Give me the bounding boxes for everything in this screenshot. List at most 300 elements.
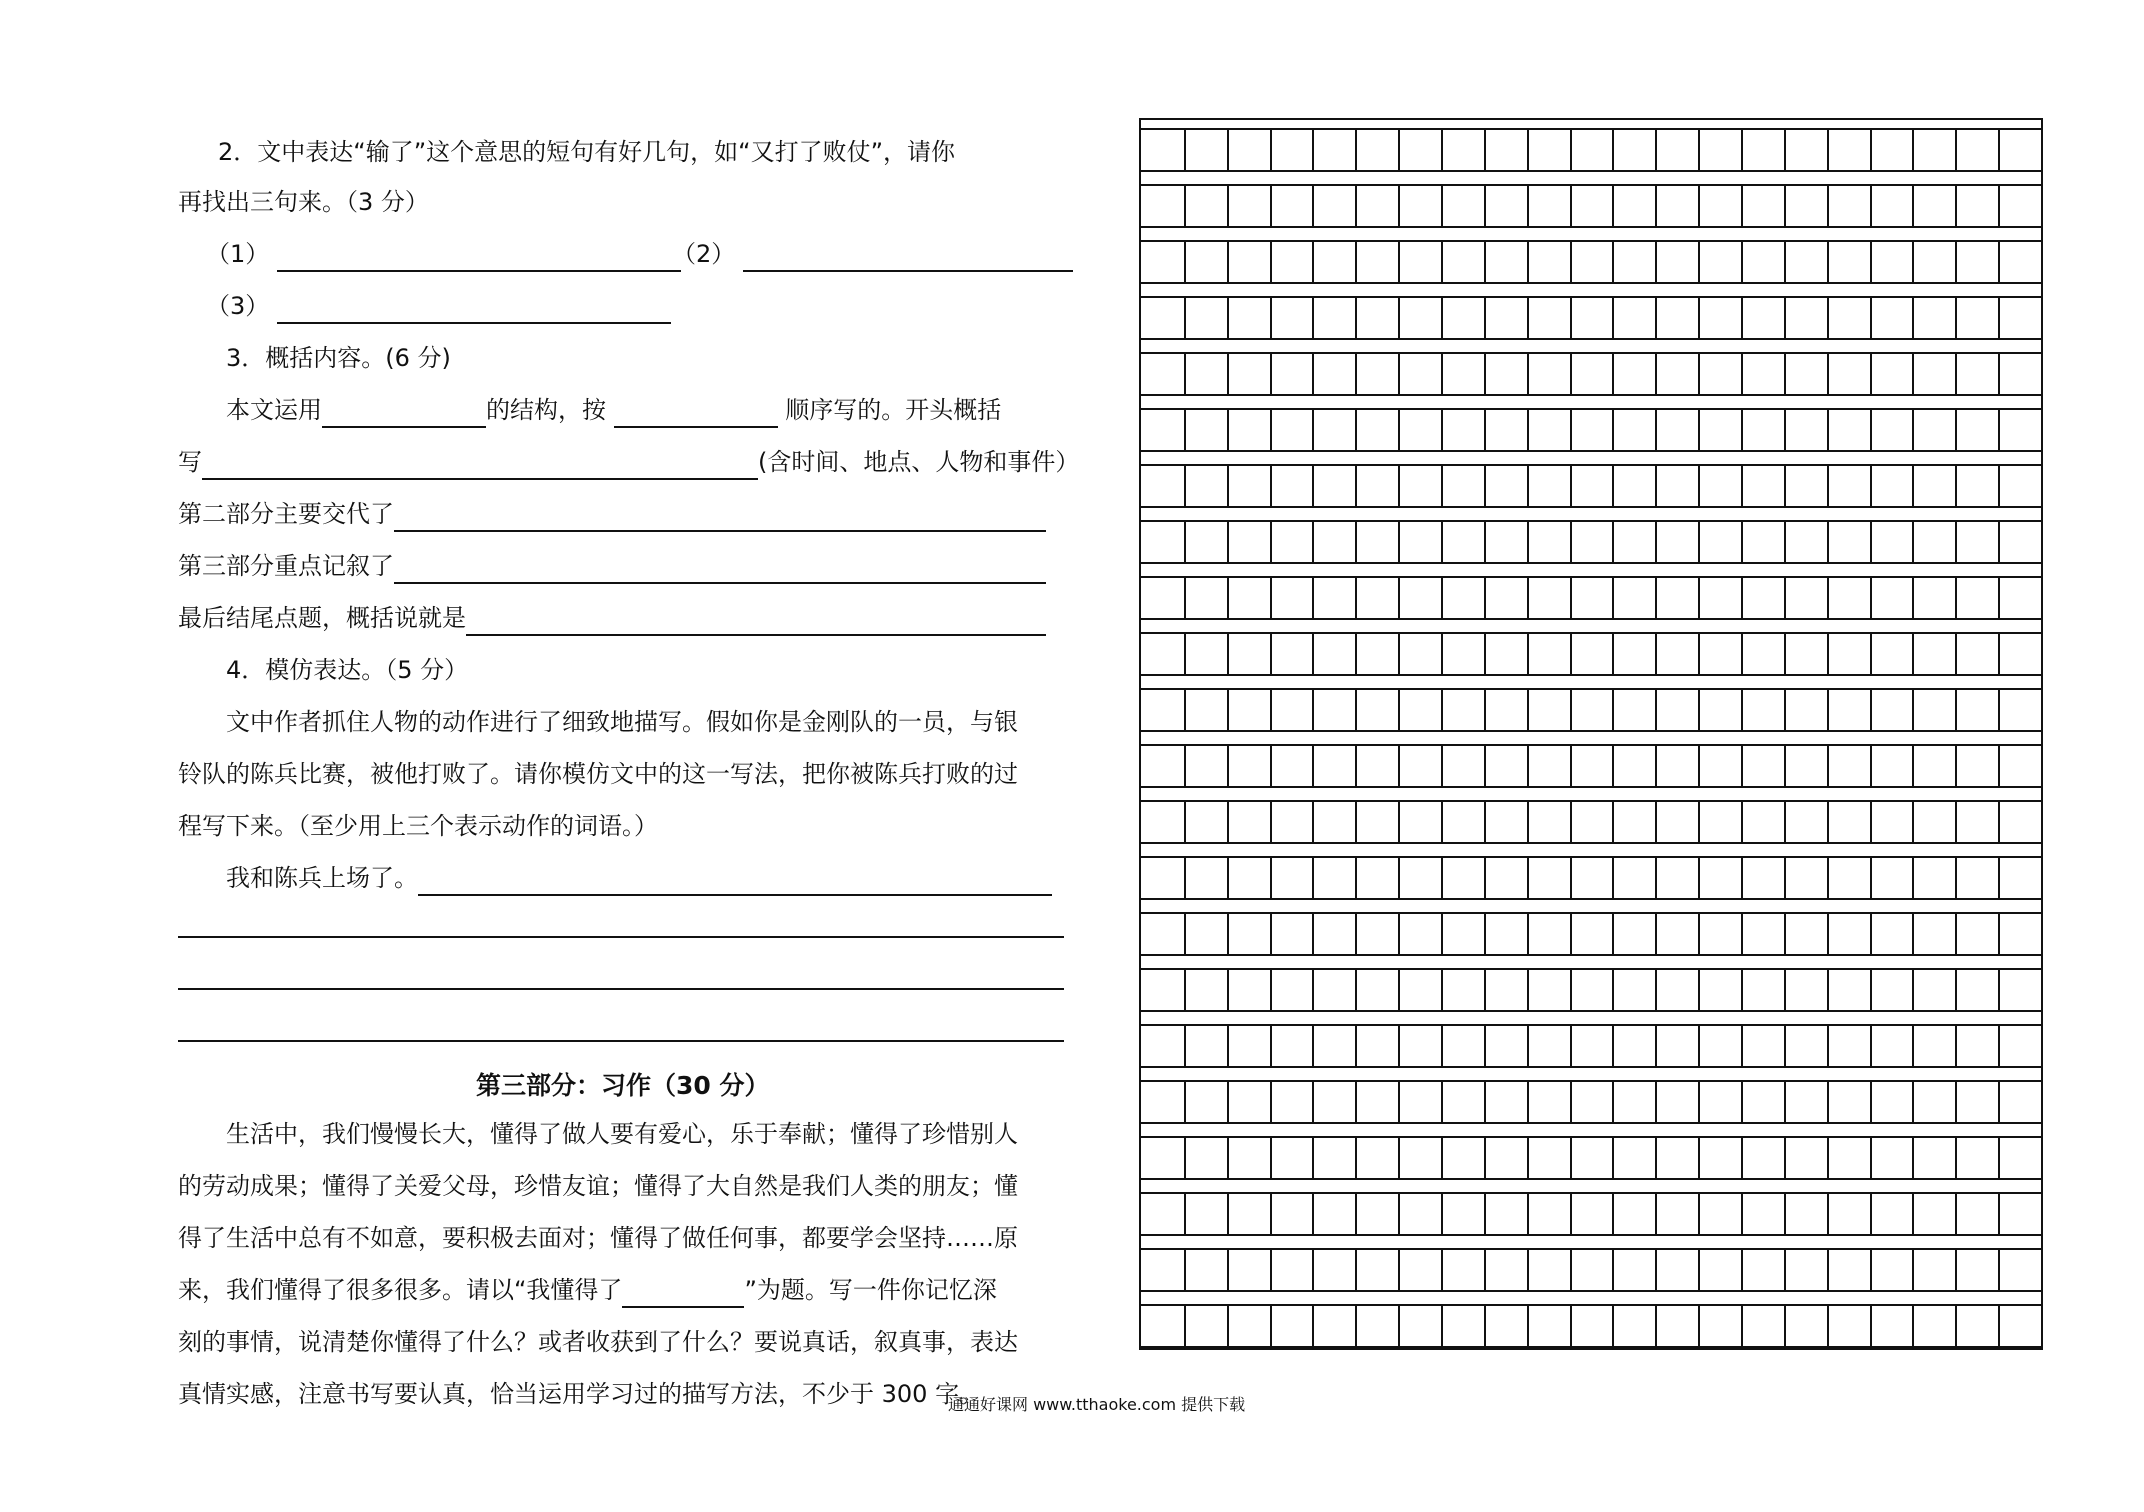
grid-cell-divider [1184, 1250, 1186, 1290]
grid-cell-divider [1784, 746, 1786, 786]
grid-cell-divider [1955, 970, 1957, 1010]
grid-cell-divider [1570, 970, 1572, 1010]
grid-cell-divider [1484, 970, 1486, 1010]
grid-cell-divider [1398, 970, 1400, 1010]
composition-grid[interactable] [1139, 118, 2043, 1350]
grid-cell-divider [1870, 298, 1872, 338]
grid-row [1141, 520, 2041, 564]
answer-blank[interactable] [202, 452, 758, 480]
grid-cell-divider [1998, 298, 2000, 338]
grid-cell-divider [1312, 970, 1314, 1010]
grid-cell-divider [1484, 858, 1486, 898]
grid-cell-divider [1312, 746, 1314, 786]
grid-cell-divider [1398, 466, 1400, 506]
grid-cell-divider [1870, 522, 1872, 562]
grid-cell-divider [1355, 242, 1357, 282]
grid-cell-divider [1741, 634, 1743, 674]
grid-cell-divider [1998, 130, 2000, 170]
grid-cell-divider [1698, 1194, 1700, 1234]
grid-cell-divider [1698, 802, 1700, 842]
grid-row [1141, 1080, 2041, 1124]
q3-text: 第二部分主要交代了 [178, 500, 394, 528]
grid-cell-divider [1184, 242, 1186, 282]
grid-cell-divider [1741, 578, 1743, 618]
grid-cell-divider [1698, 186, 1700, 226]
grid-cell-divider [1441, 1306, 1443, 1346]
grid-cell-divider [1784, 690, 1786, 730]
grid-cell-divider [1441, 1194, 1443, 1234]
grid-cell-divider [1955, 298, 1957, 338]
grid-cell-divider [1955, 1194, 1957, 1234]
grid-cell-divider [1912, 130, 1914, 170]
grid-cell-divider [1312, 914, 1314, 954]
grid-cell-divider [1184, 354, 1186, 394]
q3-line4 [178, 548, 1046, 584]
grid-cell-divider [1398, 858, 1400, 898]
grid-cell-divider [1612, 578, 1614, 618]
grid-cell-divider [1227, 242, 1229, 282]
grid-cell-divider [1227, 186, 1229, 226]
grid-cell-divider [1441, 858, 1443, 898]
grid-cell-divider [1484, 466, 1486, 506]
grid-cell-divider [1784, 242, 1786, 282]
grid-cell-divider [1312, 410, 1314, 450]
part3-line6: 真情实感，注意书写要认真，恰当运用学习过的描写方法，不少于 300 字。 [178, 1380, 984, 1408]
grid-cell-divider [1955, 242, 1957, 282]
grid-cell-divider [1227, 578, 1229, 618]
grid-cell-divider [1441, 522, 1443, 562]
grid-cell-divider [1227, 1194, 1229, 1234]
grid-cell-divider [1527, 970, 1529, 1010]
grid-cell-divider [1270, 1082, 1272, 1122]
grid-cell-divider [1827, 186, 1829, 226]
grid-cell-divider [1398, 1194, 1400, 1234]
grid-cell-divider [1655, 298, 1657, 338]
grid-cell-divider [1655, 1138, 1657, 1178]
grid-cell-divider [1784, 466, 1786, 506]
grid-cell-divider [1955, 466, 1957, 506]
grid-cell-divider [1912, 970, 1914, 1010]
grid-cell-divider [1698, 1026, 1700, 1066]
grid-cell-divider [1527, 1194, 1529, 1234]
grid-cell-divider [1441, 1138, 1443, 1178]
title-blank[interactable] [622, 1280, 744, 1308]
grid-cell-divider [1827, 410, 1829, 450]
grid-cell-divider [1741, 410, 1743, 450]
grid-cell-divider [1355, 1138, 1357, 1178]
grid-cell-divider [1570, 858, 1572, 898]
grid-cell-divider [1398, 1250, 1400, 1290]
grid-cell-divider [1184, 410, 1186, 450]
grid-cell-divider [1998, 690, 2000, 730]
grid-cell-divider [1655, 354, 1657, 394]
grid-cell-divider [1270, 354, 1272, 394]
grid-cell-divider [1870, 1026, 1872, 1066]
grid-cell-divider [1741, 130, 1743, 170]
grid-cell-divider [1698, 1138, 1700, 1178]
grid-cell-divider [1912, 914, 1914, 954]
grid-cell-divider [1355, 914, 1357, 954]
grid-cell-divider [1655, 1250, 1657, 1290]
grid-cell-divider [1784, 1194, 1786, 1234]
grid-cell-divider [1484, 802, 1486, 842]
grid-cell-divider [1955, 802, 1957, 842]
grid-cell-divider [1355, 1026, 1357, 1066]
grid-row [1141, 800, 2041, 844]
grid-cell-divider [1998, 914, 2000, 954]
grid-cell-divider [1784, 578, 1786, 618]
grid-cell-divider [1227, 410, 1229, 450]
grid-cell-divider [1827, 858, 1829, 898]
grid-cell-divider [1355, 298, 1357, 338]
grid-cell-divider [1484, 1306, 1486, 1346]
grid-cell-divider [1784, 1138, 1786, 1178]
grid-cell-divider [1270, 1306, 1272, 1346]
answer-blank[interactable] [394, 556, 1046, 584]
grid-cell-divider [1441, 1082, 1443, 1122]
grid-cell-divider [1827, 578, 1829, 618]
grid-cell-divider [1655, 1082, 1657, 1122]
grid-cell-divider [1955, 746, 1957, 786]
grid-row [1141, 912, 2041, 956]
grid-cell-divider [1441, 410, 1443, 450]
grid-cell-divider [1398, 634, 1400, 674]
grid-cell-divider [1270, 802, 1272, 842]
grid-cell-divider [1612, 746, 1614, 786]
grid-cell-divider [1312, 690, 1314, 730]
grid-cell-divider [1484, 130, 1486, 170]
grid-cell-divider [1570, 130, 1572, 170]
grid-cell-divider [1870, 634, 1872, 674]
grid-cell-divider [1612, 634, 1614, 674]
grid-cell-divider [1698, 970, 1700, 1010]
grid-cell-divider [1655, 522, 1657, 562]
grid-cell-divider [1184, 186, 1186, 226]
grid-cell-divider [1355, 522, 1357, 562]
grid-cell-divider [1698, 1306, 1700, 1346]
answer-blank[interactable] [394, 504, 1046, 532]
answer-line[interactable] [178, 988, 1064, 990]
grid-cell-divider [1784, 970, 1786, 1010]
grid-cell-divider [1398, 186, 1400, 226]
q4-answer-start [226, 860, 1052, 896]
grid-cell-divider [1441, 186, 1443, 226]
grid-cell-divider [1698, 466, 1700, 506]
grid-cell-divider [1612, 410, 1614, 450]
grid-cell-divider [1312, 1250, 1314, 1290]
grid-cell-divider [1441, 1250, 1443, 1290]
grid-row [1141, 240, 2041, 284]
grid-row [1141, 184, 2041, 228]
grid-cell-divider [1912, 298, 1914, 338]
grid-cell-divider [1612, 466, 1614, 506]
grid-cell-divider [1227, 858, 1229, 898]
grid-cell-divider [1570, 1026, 1572, 1066]
grid-cell-divider [1570, 522, 1572, 562]
grid-cell-divider [1698, 578, 1700, 618]
grid-cell-divider [1784, 130, 1786, 170]
grid-cell-divider [1870, 1306, 1872, 1346]
grid-cell-divider [1955, 1250, 1957, 1290]
grid-cell-divider [1227, 298, 1229, 338]
answer-line[interactable] [178, 1040, 1064, 1042]
grid-cell-divider [1227, 522, 1229, 562]
grid-cell-divider [1741, 802, 1743, 842]
grid-cell-divider [1698, 522, 1700, 562]
grid-row [1141, 296, 2041, 340]
q4-title: 4．模仿表达。（5 分） [226, 656, 469, 684]
grid-cell-divider [1312, 634, 1314, 674]
grid-cell-divider [1655, 1026, 1657, 1066]
grid-cell-divider [1870, 802, 1872, 842]
grid-cell-divider [1827, 242, 1829, 282]
grid-cell-divider [1912, 1138, 1914, 1178]
grid-cell-divider [1355, 1194, 1357, 1234]
grid-cell-divider [1527, 354, 1529, 394]
grid-cell-divider [1441, 466, 1443, 506]
grid-cell-divider [1998, 578, 2000, 618]
grid-cell-divider [1698, 1250, 1700, 1290]
grid-cell-divider [1912, 466, 1914, 506]
q3-line3 [178, 496, 1046, 532]
grid-row [1141, 968, 2041, 1012]
grid-cell-divider [1312, 466, 1314, 506]
grid-cell-divider [1312, 298, 1314, 338]
answer-blank[interactable] [418, 868, 1052, 896]
grid-cell-divider [1784, 1306, 1786, 1346]
grid-cell-divider [1827, 1194, 1829, 1234]
grid-cell-divider [1655, 858, 1657, 898]
part3-line2: 的劳动成果；懂得了关爱父母，珍惜友谊；懂得了大自然是我们人类的朋友；懂 [178, 1172, 1018, 1200]
q3-line5 [178, 600, 1046, 636]
grid-cell-divider [1227, 1026, 1229, 1066]
grid-cell-divider [1870, 130, 1872, 170]
grid-cell-divider [1698, 410, 1700, 450]
grid-cell-divider [1955, 1082, 1957, 1122]
grid-cell-divider [1355, 858, 1357, 898]
grid-cell-divider [1441, 634, 1443, 674]
answer-blank[interactable] [322, 400, 486, 428]
grid-cell-divider [1912, 858, 1914, 898]
grid-cell-divider [1355, 634, 1357, 674]
grid-cell-divider [1398, 802, 1400, 842]
answer-line[interactable] [178, 936, 1064, 938]
grid-cell-divider [1612, 1082, 1614, 1122]
grid-cell-divider [1441, 1026, 1443, 1066]
grid-cell-divider [1741, 298, 1743, 338]
grid-cell-divider [1870, 578, 1872, 618]
grid-cell-divider [1784, 1250, 1786, 1290]
grid-cell-divider [1527, 690, 1529, 730]
grid-cell-divider [1870, 746, 1872, 786]
answer-blank[interactable] [614, 400, 778, 428]
grid-cell-divider [1270, 1194, 1272, 1234]
grid-cell-divider [1655, 746, 1657, 786]
grid-cell-divider [1270, 1250, 1272, 1290]
grid-cell-divider [1955, 354, 1957, 394]
q2-label-2: （2） [672, 240, 736, 268]
grid-cell-divider [1227, 634, 1229, 674]
grid-cell-divider [1612, 858, 1614, 898]
grid-cell-divider [1355, 1306, 1357, 1346]
grid-cell-divider [1827, 1082, 1829, 1122]
grid-cell-divider [1527, 1082, 1529, 1122]
grid-cell-divider [1484, 1194, 1486, 1234]
grid-cell-divider [1612, 522, 1614, 562]
grid-cell-divider [1741, 1082, 1743, 1122]
grid-cell-divider [1698, 634, 1700, 674]
grid-cell-divider [1527, 410, 1529, 450]
q2-answer-3 [206, 288, 671, 324]
grid-cell-divider [1227, 130, 1229, 170]
grid-cell-divider [1827, 690, 1829, 730]
q2-label-3: （3） [206, 292, 270, 320]
grid-cell-divider [1955, 690, 1957, 730]
grid-cell-divider [1484, 298, 1486, 338]
grid-cell-divider [1484, 634, 1486, 674]
grid-cell-divider [1698, 354, 1700, 394]
grid-cell-divider [1912, 802, 1914, 842]
grid-cell-divider [1227, 1082, 1229, 1122]
q3-text: (含时间、地点、人物和事件） [758, 448, 1080, 476]
grid-cell-divider [1484, 522, 1486, 562]
grid-cell-divider [1655, 578, 1657, 618]
grid-cell-divider [1784, 354, 1786, 394]
grid-cell-divider [1784, 858, 1786, 898]
grid-cell-divider [1527, 466, 1529, 506]
grid-cell-divider [1698, 746, 1700, 786]
grid-row [1141, 1024, 2041, 1068]
grid-cell-divider [1655, 410, 1657, 450]
grid-cell-divider [1912, 1082, 1914, 1122]
grid-cell-divider [1355, 578, 1357, 618]
answer-blank[interactable] [466, 608, 1046, 636]
grid-cell-divider [1741, 186, 1743, 226]
grid-cell-divider [1612, 970, 1614, 1010]
q3-text: 本文运用 [226, 396, 322, 424]
grid-cell-divider [1441, 242, 1443, 282]
grid-cell-divider [1655, 466, 1657, 506]
grid-cell-divider [1655, 1194, 1657, 1234]
grid-cell-divider [1184, 634, 1186, 674]
grid-cell-divider [1355, 1250, 1357, 1290]
grid-cell-divider [1184, 746, 1186, 786]
grid-cell-divider [1484, 1026, 1486, 1066]
grid-cell-divider [1312, 802, 1314, 842]
grid-cell-divider [1655, 970, 1657, 1010]
answer-blank[interactable] [743, 244, 1073, 272]
grid-cell-divider [1655, 802, 1657, 842]
grid-cell-divider [1612, 1194, 1614, 1234]
grid-cell-divider [1184, 1082, 1186, 1122]
grid-cell-divider [1955, 1306, 1957, 1346]
grid-cell-divider [1484, 1138, 1486, 1178]
q3-text: 顺序写的。开头概括 [785, 396, 1002, 424]
grid-cell-divider [1698, 1082, 1700, 1122]
grid-cell-divider [1527, 298, 1529, 338]
grid-cell-divider [1355, 690, 1357, 730]
grid-cell-divider [1270, 1138, 1272, 1178]
grid-cell-divider [1998, 522, 2000, 562]
grid-cell-divider [1312, 242, 1314, 282]
grid-cell-divider [1441, 746, 1443, 786]
part3-text: ”为题。写一件你记忆深 [744, 1276, 997, 1304]
grid-cell-divider [1527, 130, 1529, 170]
grid-cell-divider [1912, 410, 1914, 450]
grid-cell-divider [1741, 1306, 1743, 1346]
grid-cell-divider [1870, 690, 1872, 730]
grid-cell-divider [1998, 1082, 2000, 1122]
grid-cell-divider [1698, 858, 1700, 898]
answer-blank[interactable] [277, 296, 671, 324]
grid-cell-divider [1827, 466, 1829, 506]
grid-cell-divider [1398, 354, 1400, 394]
part3-line5: 刻的事情，说清楚你懂得了什么？或者收获到了什么？要说真话，叙真事，表达 [178, 1328, 1018, 1356]
part3-line3: 得了生活中总有不如意，要积极去面对；懂得了做任何事，都要学会坚持……原 [178, 1224, 1018, 1252]
grid-cell-divider [1870, 1250, 1872, 1290]
grid-cell-divider [1270, 186, 1272, 226]
grid-cell-divider [1484, 690, 1486, 730]
grid-cell-divider [1312, 130, 1314, 170]
grid-cell-divider [1270, 746, 1272, 786]
grid-cell-divider [1441, 130, 1443, 170]
grid-cell-divider [1784, 802, 1786, 842]
grid-cell-divider [1570, 1306, 1572, 1346]
grid-row [1141, 576, 2041, 620]
grid-cell-divider [1527, 858, 1529, 898]
grid-cell-divider [1270, 858, 1272, 898]
grid-cell-divider [1227, 1306, 1229, 1346]
q3-line2 [178, 444, 1079, 480]
grid-cell-divider [1441, 690, 1443, 730]
grid-cell-divider [1527, 746, 1529, 786]
grid-cell-divider [1612, 1306, 1614, 1346]
grid-cell-divider [1698, 242, 1700, 282]
answer-blank[interactable] [277, 244, 681, 272]
grid-cell-divider [1570, 746, 1572, 786]
grid-cell-divider [1698, 690, 1700, 730]
grid-cell-divider [1570, 466, 1572, 506]
grid-cell-divider [1227, 914, 1229, 954]
grid-cell-divider [1612, 130, 1614, 170]
grid-cell-divider [1355, 354, 1357, 394]
grid-cell-divider [1741, 242, 1743, 282]
grid-cell-divider [1998, 1138, 2000, 1178]
grid-cell-divider [1570, 578, 1572, 618]
grid-cell-divider [1398, 522, 1400, 562]
grid-cell-divider [1184, 690, 1186, 730]
grid-cell-divider [1655, 130, 1657, 170]
grid-cell-divider [1527, 634, 1529, 674]
grid-cell-divider [1312, 1306, 1314, 1346]
grid-cell-divider [1998, 1306, 2000, 1346]
grid-cell-divider [1398, 130, 1400, 170]
grid-cell-divider [1570, 1138, 1572, 1178]
grid-cell-divider [1527, 242, 1529, 282]
grid-cell-divider [1398, 578, 1400, 618]
grid-cell-divider [1184, 914, 1186, 954]
grid-cell-divider [1527, 186, 1529, 226]
grid-cell-divider [1398, 242, 1400, 282]
grid-cell-divider [1741, 466, 1743, 506]
grid-row [1141, 1248, 2041, 1292]
grid-cell-divider [1270, 242, 1272, 282]
grid-cell-divider [1270, 690, 1272, 730]
grid-cell-divider [1741, 1194, 1743, 1234]
grid-cell-divider [1484, 186, 1486, 226]
grid-row [1141, 688, 2041, 732]
grid-row [1141, 1192, 2041, 1236]
